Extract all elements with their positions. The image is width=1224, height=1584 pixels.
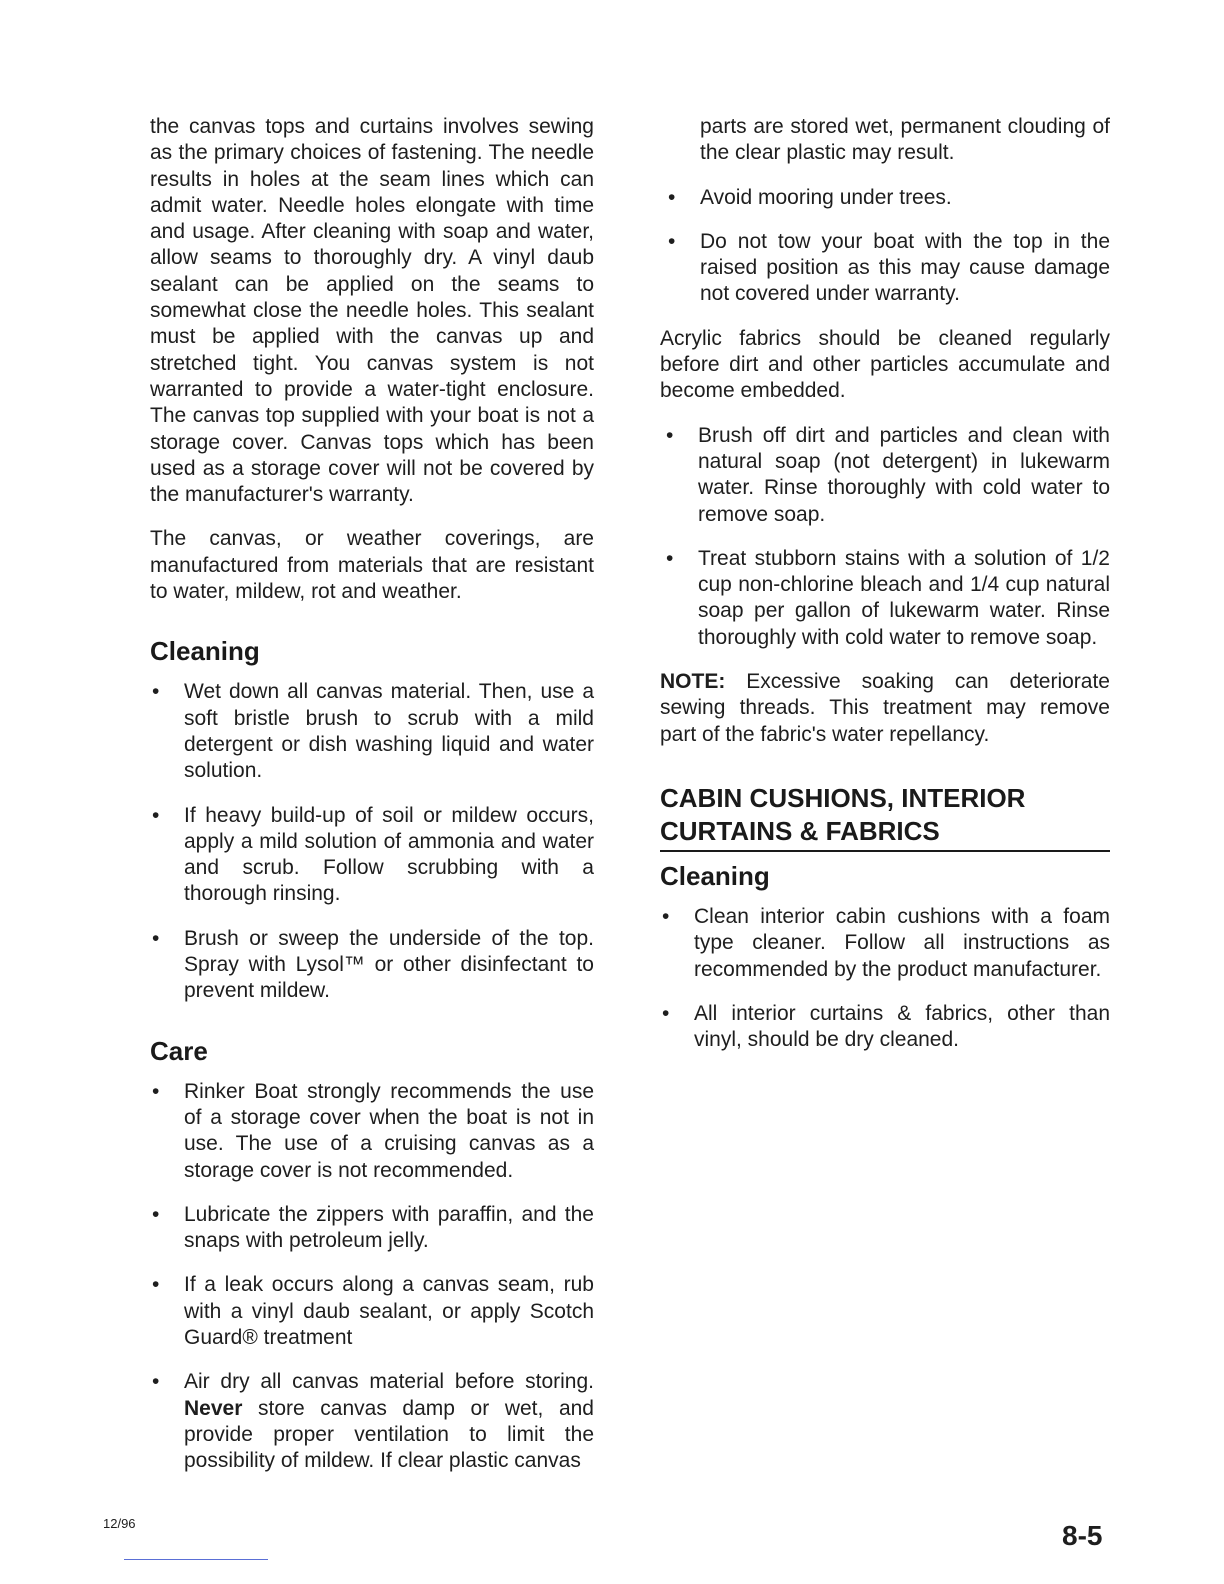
list-item: • If a leak occurs along a canvas seam, rub with a vinyl daub sealant, or apply Scotch Guard® treatment	[152, 1273, 594, 1349]
care-bullet-list	[150, 1079, 594, 1475]
bullet-icon: •	[662, 904, 670, 928]
list-item: • All interior curtains & fabrics, other than vinyl, should be dry cleaned.	[662, 1001, 1110, 1052]
list-item: • Clean interior cabin cushions with a foam type cleaner. Follow all instructions as recommended by the product manufacturer.	[662, 904, 1110, 981]
bullet-icon: •	[152, 1370, 160, 1394]
intro-paragraph: the canvas tops and curtains involves sewing as the primary choices of fastening. The needle results in holes at the seam lines which can admit water. Needle holes elongate with time and usage. After cleaning with soap and water, allow seams to thoroughly dry. A vinyl daub sealant can be applied on the seams to somewhat close the needle holes. This sealant must be applied with the canvas up and stretched tight. You canvas system is not warranted to provide a water-tight enclosure. The canvas top supplied with your boat is not a storage cover. Canvas tops which has been used as a storage cover will not be covered by the manufacturer's warranty.	[150, 115, 594, 507]
footer-divider	[124, 1559, 268, 1560]
bullet-icon: •	[666, 423, 674, 447]
bullet-icon: •	[152, 1202, 160, 1226]
note-paragraph	[660, 669, 1110, 748]
bullet-icon: •	[666, 546, 674, 570]
last-bullet-pre: Air dry all canvas material before storing.	[184, 1370, 594, 1394]
materials-paragraph: The canvas, or weather coverings, are manufactured from materials that are resistant to water, mildew, rot and weather.	[150, 527, 594, 604]
left-column	[150, 114, 594, 1492]
continuation-text: parts are stored wet, permanent clouding of the clear plastic may result.	[700, 115, 1110, 165]
section-heading-line1: CABIN CUSHIONS, INTERIOR	[660, 782, 1026, 813]
list-item: • Wet down all canvas material. Then, use a soft bristle brush to scrub with a mild detergent or dish washing liquid and water solution.	[152, 680, 594, 783]
page-number: 8-5	[1062, 1520, 1103, 1551]
list-item: • Avoid mooring under trees.	[666, 185, 1110, 211]
bullet-icon: •	[152, 680, 160, 704]
footer-date: 12/96	[103, 1516, 136, 1531]
list-item: • Do not tow your boat with the top in the raised position as this may cause damage not covered under warranty.	[668, 229, 1110, 306]
right-column	[660, 114, 1110, 1071]
note-label: NOTE:	[660, 670, 726, 694]
cabin-cleaning-heading: Cleaning	[660, 860, 770, 891]
list-item: • Lubricate the zippers with paraffin, and the snaps with petroleum jelly.	[152, 1202, 594, 1253]
list-item: • Rinker Boat strongly recommends the use of a storage cover when the boat is not in use. The use of a cruising canvas as a storage cover is not recommended.	[152, 1079, 594, 1182]
acrylic-paragraph: Acrylic fabrics should be cleaned regularly before dirt and other particles accumulate and become embedded.	[660, 326, 1110, 403]
acrylic-bullet-list	[660, 423, 1110, 651]
bullet-icon: •	[662, 1001, 670, 1025]
list-item: • Brush off dirt and particles and clean with natural soap (not detergent) in lukewarm water. Rinse thoroughly with cold water to remove soap.	[666, 423, 1110, 526]
list-item: • Treat stubborn stains with a solution of 1/2 cup non-chlorine bleach and 1/4 cup natural soap per gallon of lukewarm water. Rinse thoroughly with cold water to remove soap.	[666, 546, 1110, 649]
bullet-icon: •	[152, 1079, 160, 1103]
never-bold: Never	[184, 1396, 243, 1420]
cleaning-bullet-list	[150, 679, 594, 1004]
bullet-icon: •	[668, 185, 676, 209]
cabin-bullet-list	[660, 904, 1110, 1053]
last-bullet-post: store canvas damp or wet, and provide proper ventilation to limit the possibility of mildew. If clear plastic canvas	[184, 1396, 594, 1473]
note-text: Excessive soaking can deteriorate sewing threads. This treatment may remove part of the fabric's water repellancy.	[660, 670, 1110, 746]
section-heading	[660, 782, 1110, 852]
bullet-icon: •	[152, 803, 160, 827]
list-item: • If heavy build-up of soil or mildew occurs, apply a mild solution of ammonia and water and scrub. Follow scrubbing with a thorough rinsing.	[152, 803, 594, 906]
section-heading-line2: CURTAINS & FABRICS	[660, 815, 940, 846]
list-item	[150, 1369, 594, 1474]
top-bullet-list	[660, 185, 1110, 308]
bullet-icon: •	[152, 1273, 160, 1297]
care-heading: Care	[150, 1035, 208, 1066]
cleaning-heading: Cleaning	[150, 636, 260, 667]
list-item: • Brush or sweep the underside of the top. Spray with Lysol™ or other disinfectant to prevent mildew.	[152, 926, 594, 1003]
bullet-icon: •	[152, 926, 160, 950]
bullet-icon: •	[668, 229, 676, 253]
